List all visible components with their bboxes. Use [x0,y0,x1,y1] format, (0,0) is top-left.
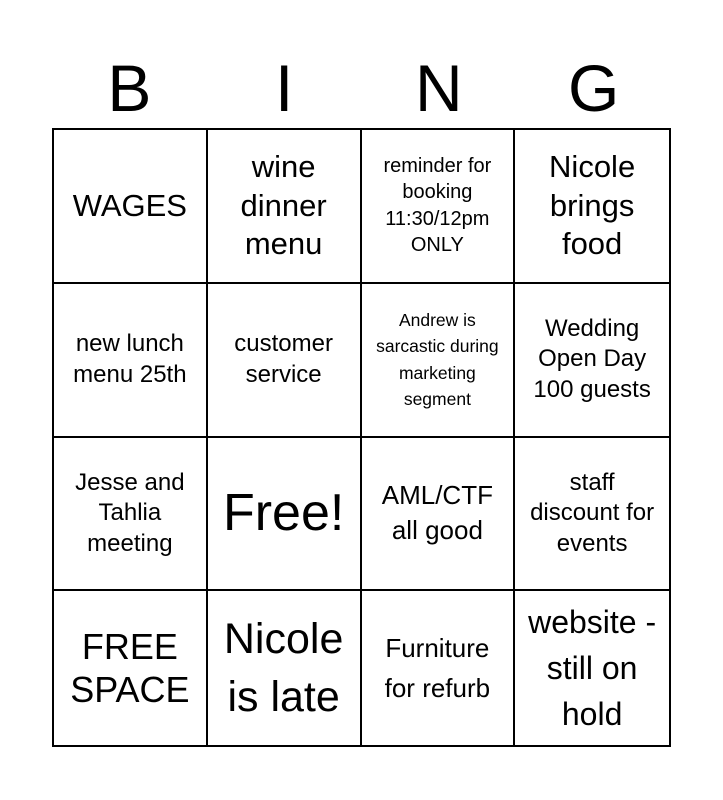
cell-text: reminder for booking 11:30/12pm ONLY [383,154,492,257]
cell-text: Free! [222,484,345,543]
bingo-cell[interactable] [208,438,362,592]
header-letter-b: B [107,51,152,125]
cell-text: Nicole brings food [549,148,636,262]
bingo-cell[interactable] [515,591,669,745]
bingo-cell[interactable] [515,284,669,438]
cell-text: Andrew is sarcastic during marketing segment [376,310,499,409]
bingo-cell[interactable] [362,591,516,745]
cell-text: customer service [234,330,333,388]
header-letter-i: I [274,51,294,125]
bingo-grid [52,128,671,747]
bingo-cell[interactable] [362,284,516,438]
header-letter-n: N [415,51,463,125]
cell-text: Wedding Open Day 100 guests [533,314,651,403]
bingo-cell[interactable] [515,438,669,592]
cell-text: new lunch menu 25th [73,330,187,388]
bingo-cell[interactable] [362,438,516,592]
cell-text: AML/CTF all good [381,480,493,546]
cell-text: website - still on hold [528,603,657,733]
bingo-cell[interactable] [54,284,208,438]
cell-text: Furniture for refurb [384,632,491,704]
bingo-cell[interactable] [208,130,362,284]
bingo-cell[interactable] [208,591,362,745]
bingo-cell[interactable] [54,130,208,284]
bingo-cell[interactable] [54,438,208,592]
cell-text: Jesse and Tahlia meeting [75,468,185,557]
bingo-cell[interactable] [515,130,669,284]
header-letter-g: G [567,51,620,125]
bingo-header [52,48,671,128]
cell-text: wine dinner menu [240,148,327,262]
cell-text: Nicole is late [223,615,344,722]
bingo-cell[interactable] [362,130,516,284]
bingo-cell[interactable] [54,591,208,745]
cell-text: staff discount for events [530,468,655,557]
cell-text: FREE SPACE [70,625,190,711]
cell-text: WAGES [72,187,187,223]
bingo-cell[interactable] [208,284,362,438]
